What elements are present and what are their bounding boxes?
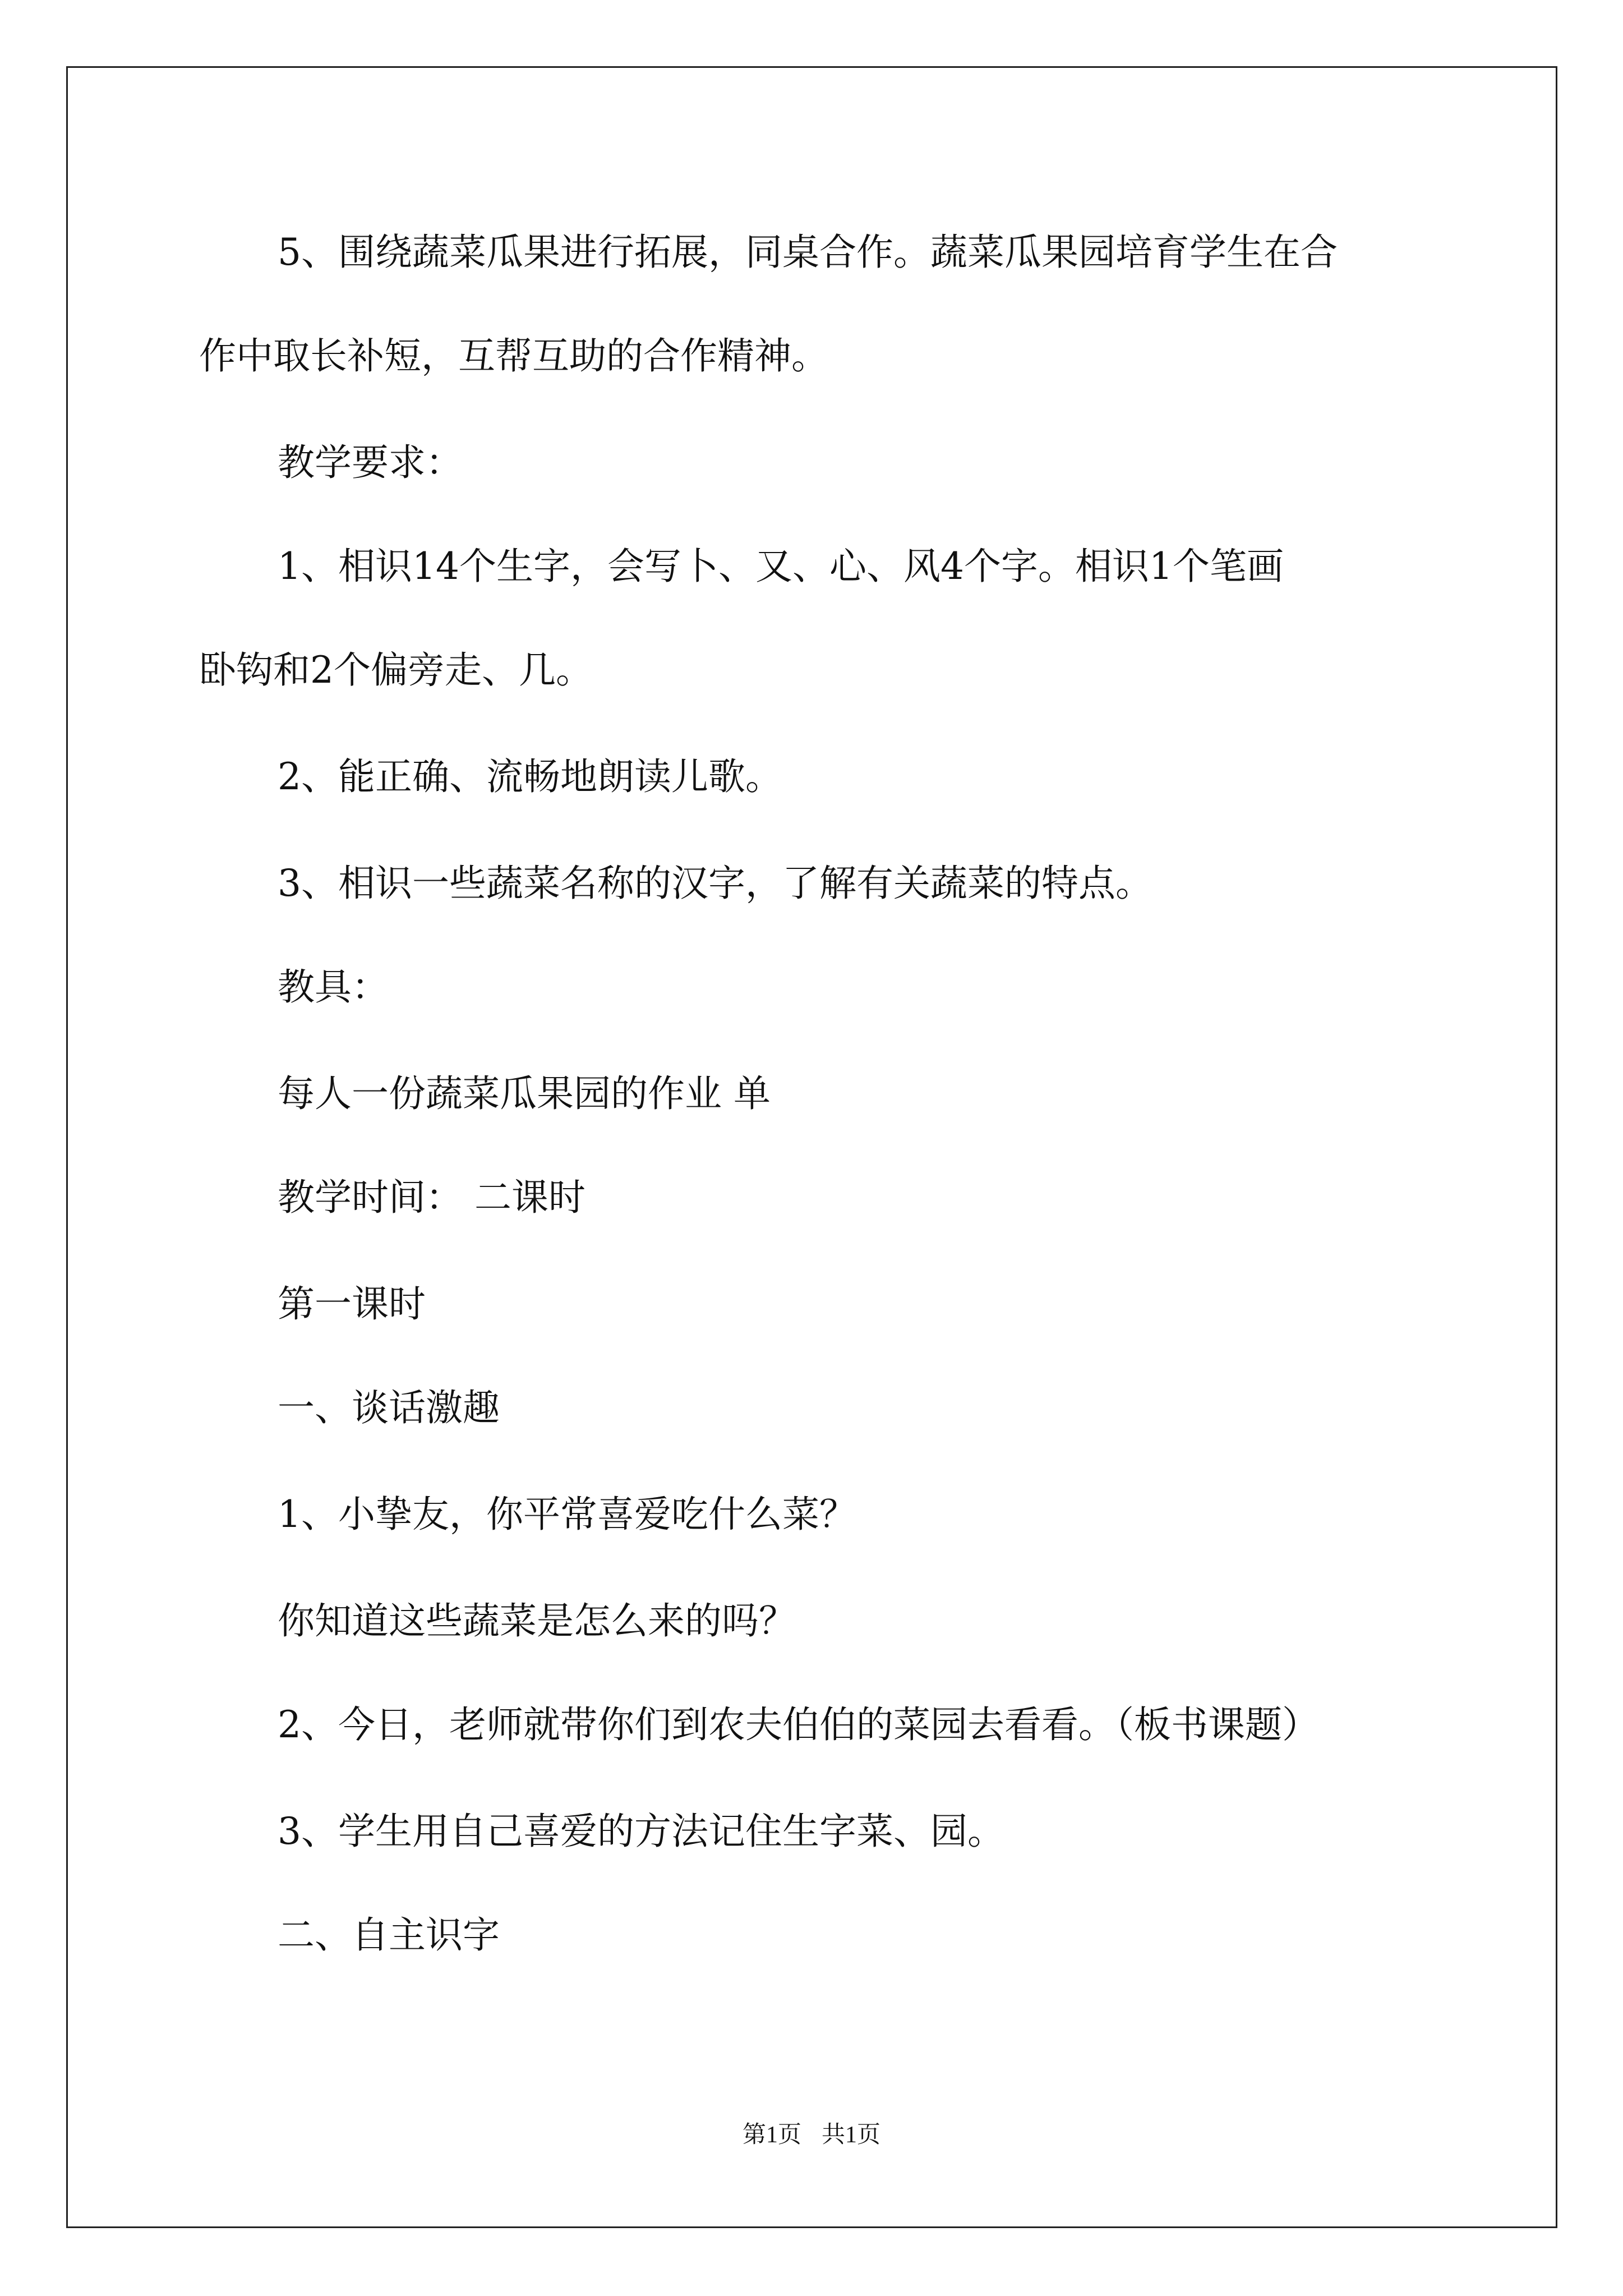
paragraph-line-4: 1、相识14个生字，会写卜、又、心、风4个字。相识1个笔画 xyxy=(278,545,1284,588)
paragraph-line-7: 3、相识一些蔬菜名称的汉字，了解有关蔬菜的特点。 xyxy=(278,862,1152,905)
section-heading-requirements: 教学要求： xyxy=(278,441,463,484)
section-heading-lesson-1: 第一课时 xyxy=(278,1282,426,1326)
page-total: 共1页 xyxy=(822,2122,881,2148)
paragraph-line-9: 每人一份蔬菜瓜果园的作业 单 xyxy=(278,1072,771,1115)
paragraph-line-15: 2、今日，老师就带你们到农夫伯伯的菜园去看看。（板书课题） xyxy=(278,1703,1319,1746)
paragraph-line-10: 教学时间： 二课时 xyxy=(278,1176,585,1219)
paragraph-line-5: 卧钩和2个偏旁走、几。 xyxy=(199,648,593,692)
page-border xyxy=(66,66,1557,2228)
paragraph-line-6: 2、能正确、流畅地朗读儿歌。 xyxy=(278,755,782,798)
section-heading-tools: 教具： xyxy=(278,965,389,1009)
page-number: 第1页 xyxy=(742,2122,801,2148)
section-heading-part-2: 二、自主识字 xyxy=(278,1913,500,1957)
paragraph-line-13: 1、小挚友，你平常喜爱吃什么菜？ xyxy=(278,1493,856,1536)
paragraph-line-2: 作中取长补短，互帮互助的合作精神。 xyxy=(199,334,828,378)
paragraph-line-1: 5、围绕蔬菜瓜果进行拓展，同桌合作。蔬菜瓜果园培育学生在合 xyxy=(278,231,1338,274)
section-heading-part-1: 一、谈话激趣 xyxy=(278,1386,500,1429)
paragraph-line-16: 3、学生用自己喜爱的方法记住生字菜、园。 xyxy=(278,1810,1004,1853)
paragraph-line-14: 你知道这些蔬菜是怎么来的吗？ xyxy=(278,1599,796,1642)
page-footer xyxy=(0,2119,1623,2151)
